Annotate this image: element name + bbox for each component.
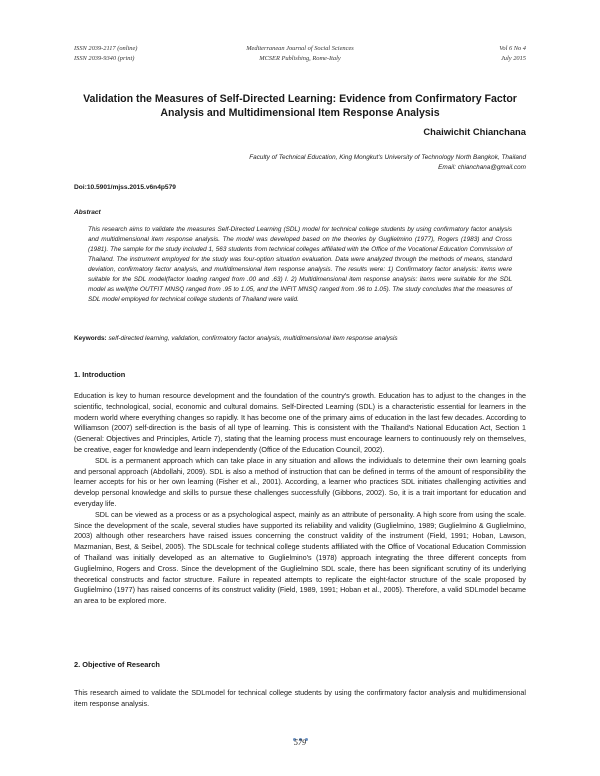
- publisher: MCSER Publishing, Rome-Italy: [259, 55, 341, 62]
- section-heading-introduction: 1. Introduction: [74, 370, 126, 379]
- objective-body: [74, 688, 526, 710]
- paragraph: SDL is a permanent approach which can take place in any situation and allows the individuals to determine their own learning goals and personal approach (Abdollahi, 2009). SDL is also a method of instruction that can be defined in terms of the amount of responsibility the learner accepts for his or her own learning (Fisher et al., 2001). According, a learner who practices SDL initiates challenging activities and develop personal knowledge and skills to pursue these challenges successfully (Gibbons, 2002). So, it is a trait important for education and everyday life.: [74, 455, 526, 508]
- issue-date: July 2015: [500, 55, 526, 62]
- paragraph: This research aimed to validate the SDLmodel for technical college students by using the confirmatory factor analysis and multidimensional item response analysis.: [74, 688, 526, 708]
- introduction-body: [74, 391, 526, 607]
- affiliation-block: [106, 153, 526, 173]
- doi: Doi:10.5901/mjss.2015.v6n4p579: [74, 184, 176, 191]
- volume: Vol 6 No 4: [499, 45, 526, 52]
- abstract-body: This research aims to validate the measures Self-Directed Learning (SDL) model for technical college students by using confirmatory factor analysis and multidimensional item response analysis. The model was developed based on the theories by Guglielmino (1977), Rogers (1983) and Cross (1981). The sample for the study included 1, 563 students from technical colleges affiliated with the Office of the Vocational Education Commission of Thailand. The instrument employed for the study was four-option situation evaluation. Data were analyzed through the methods of means, standard deviation, confirmatory factor analysis, and multidimensional item response analysis. The results were: 1) Confirmatory factor analysis: items were suitable for the SDL model(factor loading ranged from .00 and .63) I. 2) Multidimensional item response analysis: items were suitable for the SDL model as well(the OUTFIT MNSQ ranged from .95 to 1.05, and the INFIT MNSQ ranged from .96 to 1.05). The study concludes that the measures of SDL model employed for technical college students of Thailand were valid.: [88, 226, 512, 303]
- paragraph: SDL can be viewed as a process or as a psychological aspect, mainly as an attribute of personality. A high score from using the scale. Since the development of the scale, several studies have supported its reliability and validity (Guglielmino, 1989; Guglielmino & Guglielmino, 2003) although other researchers have raised issues concerning the construct validity of the instrument (Field, 1991; Hoban, Lawson, Mazmanian, Best, & Seibel, 2005). The SDLscale for technical college students affiliated with the Office of Vocational Education Commission of Thailand was initially developed as an alternative to Guglielmino's (1978) approach integrating the three different concepts from Guglielmino, Rogers and Cross. Since the development of the Guglielmino SDL scale, there has been significant scrutiny of its underlying theoretical constructs and factor structure. Failure in repeated attempts to replicate the eight-factor structure of the scale proposed by Guglielmino (1977) has raised concerns of its construct validity (Field, 1989, 1991; Hoban et al., 2005). Therefore, a valid SDLmodel became an area to be explored more.: [74, 509, 526, 606]
- header-right: [499, 44, 526, 64]
- paragraph: Education is key to human resource development and the foundation of the country's growth. Education has to adjust to the changes in the scientific, technological, social, economic and cultural domains. Self-Directed Learning (SDL) is a characteristic essential for learners in the modern world where everything changes so rapidly. It has become one of the primary aims of education in the last few decades. According to Williamson (2007) self-direction is the basis of all type of learning. This is consistent with the Thailand's National Education Act, Section 1 (General: Objectives and Principles, Article 7), stating that the learning process must encourage learners to continuously rely on themselves, be creative, eager for knowledge and learn independently (Office of the Education Council, 2002).: [74, 391, 526, 454]
- paper-title: Validation the Measures of Self-Directed Learning: Evidence from Confirmatory Factor Analysis and Multidimensional Item Response Analysis: [83, 93, 517, 119]
- journal-name: Mediterranean Journal of Social Sciences: [246, 45, 354, 52]
- issn-online: ISSN 2039-2117 (online): [74, 45, 138, 52]
- email: Email: chianchana@gmail.com: [438, 164, 526, 171]
- section-heading-objective: 2. Objective of Research: [74, 660, 160, 669]
- affiliation: Faculty of Technical Education, King Mongkut's University of Technology North Bangkok, Thailand: [249, 154, 526, 161]
- keywords: [74, 334, 526, 344]
- abstract-heading: Abstract: [74, 209, 101, 216]
- issn-print: ISSN 2039-9340 (print): [74, 55, 135, 62]
- keywords-list: self-directed learning, validation, confirmatory factor analysis, multidimensional item response analysis: [108, 335, 398, 342]
- author-name: Chaiwichit Chianchana: [423, 126, 526, 137]
- keywords-label: Keywords:: [74, 335, 107, 342]
- page-number: 579: [294, 738, 306, 747]
